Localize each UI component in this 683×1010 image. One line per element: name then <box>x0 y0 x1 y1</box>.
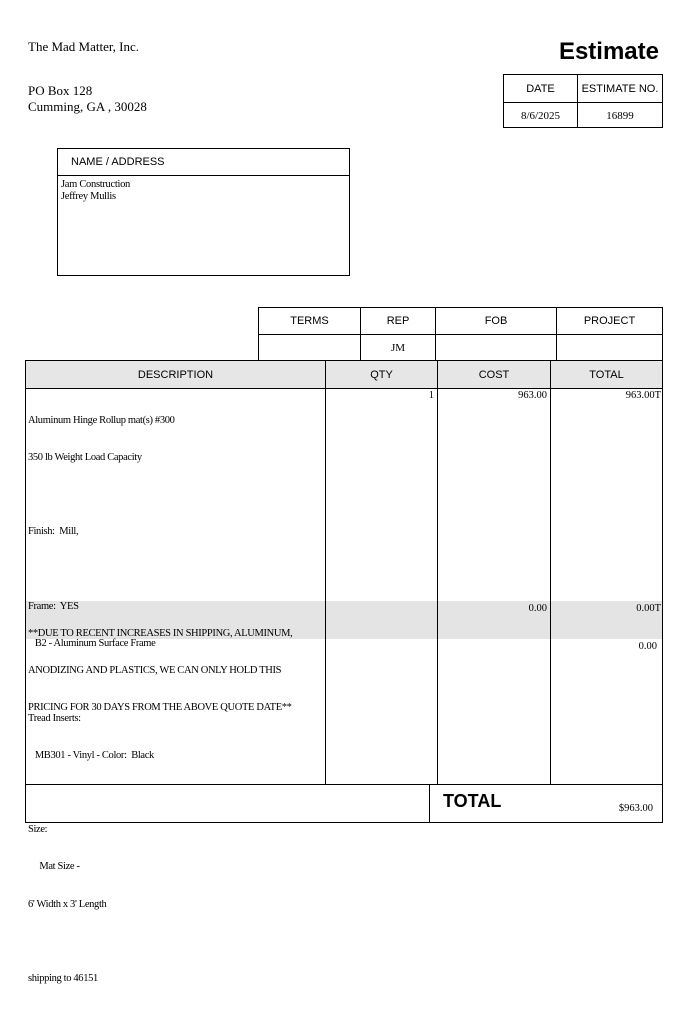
description-line: MB301 - Vinyl - Color: Black <box>28 749 154 761</box>
description-line: Finish: Mill, <box>28 526 79 538</box>
fob-label: FOB <box>484 315 508 327</box>
table-row-total: 0.00 <box>638 641 657 652</box>
customer-contact: Jeffrey Mullis <box>61 191 116 202</box>
description-line: Mat Size - <box>28 861 80 873</box>
description-line: ANODIZING AND PLASTICS, WE CAN ONLY HOLD THIS <box>28 665 282 677</box>
project-value <box>557 335 662 360</box>
col-header-cost: COST <box>478 368 510 381</box>
description-line: shipping to 46151 <box>28 973 98 985</box>
description-line <box>28 936 175 948</box>
description-line: B2 - Aluminum Surface Frame <box>28 638 156 650</box>
description-line: Tread Inserts: <box>28 712 81 724</box>
date-value: 8/6/2025 <box>520 109 561 122</box>
terms-label: TERMS <box>290 315 329 327</box>
table-row-cost: 963.00 <box>518 390 547 401</box>
name-address-label: NAME / ADDRESS <box>58 149 349 176</box>
col-header-total: TOTAL <box>589 368 624 381</box>
disclaimer-description <box>28 600 293 739</box>
fob-value <box>436 335 556 360</box>
terms-value <box>259 335 360 360</box>
description-line <box>28 564 175 576</box>
estimate-no-label: ESTIMATE NO. <box>581 82 659 95</box>
document-title: Estimate <box>558 38 659 65</box>
company-name: The Mad Matter, Inc. <box>28 39 140 54</box>
line-items-table <box>25 360 663 985</box>
description-line: Frame: YES <box>28 600 79 612</box>
total-label: TOTAL <box>443 791 502 811</box>
estimate-no-value: 16899 <box>606 109 634 122</box>
table-row-total: 963.00T <box>625 390 661 401</box>
rep-value: JM <box>390 341 406 354</box>
description-line: Aluminum Hinge Rollup mat(s) #300 <box>28 414 175 426</box>
table-row-total: 0.00T <box>636 603 661 614</box>
company-address-line1: PO Box 128 <box>28 83 93 98</box>
description-line: 6' Width x 3' Length <box>28 898 107 910</box>
customer-name: Jam Construction <box>61 179 130 190</box>
description-line: PRICING FOR 30 DAYS FROM THE ABOVE QUOTE DATE** <box>28 702 292 714</box>
description-line: 350 lb Weight Load Capacity <box>28 452 142 464</box>
total-value: $963.00 <box>618 803 653 814</box>
estimate-meta-box <box>503 74 663 128</box>
col-header-qty: QTY <box>370 368 393 381</box>
rep-label: REP <box>386 315 410 327</box>
description-line <box>28 489 175 501</box>
col-header-description: DESCRIPTION <box>137 368 214 381</box>
company-address-line2: Cumming, GA , 30028 <box>28 99 147 114</box>
description-line: Size: <box>28 824 48 836</box>
total-box <box>25 784 663 823</box>
name-address-box <box>57 148 350 276</box>
description-line: **DUE TO RECENT INCREASES IN SHIPPING, ALUMINUM, <box>28 627 293 639</box>
terms-box <box>258 307 663 361</box>
table-row-qty: 1 <box>428 390 434 401</box>
table-row-cost: 0.00 <box>528 603 547 614</box>
project-label: PROJECT <box>583 315 636 327</box>
date-label: DATE <box>526 82 555 95</box>
